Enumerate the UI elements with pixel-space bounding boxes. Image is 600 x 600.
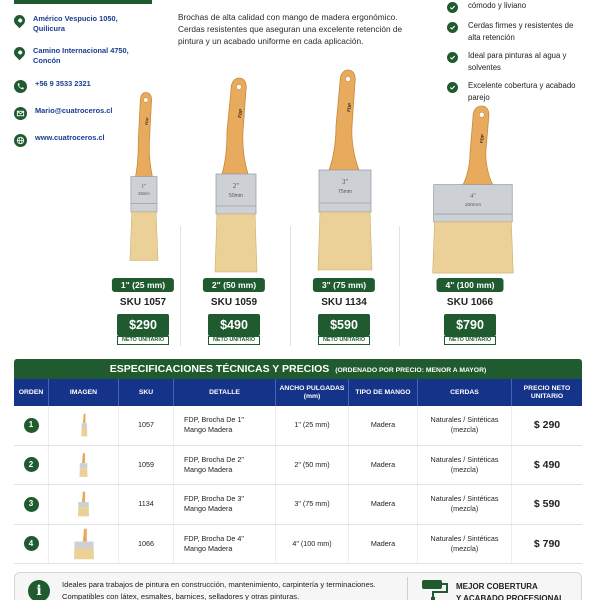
detail-cell: FDP, Brocha De 3" Mango Madera [184, 494, 244, 514]
location-pin-icon [12, 45, 28, 61]
table-row [14, 485, 582, 525]
column-header: IMAGEN [49, 379, 119, 406]
price-cell: $ 490 [533, 458, 561, 471]
address-line: Américo Vespucio 1050, [33, 14, 118, 23]
price-cell: $ 590 [533, 498, 561, 511]
svg-text:2": 2" [232, 182, 240, 190]
width-cell: 3" (75 mm) [276, 485, 349, 524]
svg-text:75mm: 75mm [338, 189, 352, 195]
address-city: Quilicura [33, 24, 66, 33]
brush-image [302, 68, 386, 273]
sku-label: SKU 1059 [210, 297, 258, 308]
divider [399, 226, 400, 346]
feature-text: Ideal para pinturas al agua y solventes [468, 51, 567, 72]
sku-cell: 1066 [119, 525, 174, 564]
column-header: DETALLE [174, 379, 276, 406]
brush-image [420, 104, 520, 276]
size-label: 1" (25 mm) [112, 278, 174, 292]
price-note: NETO UNITARIO [208, 336, 260, 345]
sku-label: SKU 1057 [119, 297, 167, 308]
column-header: TIPO DE MANGO [349, 379, 418, 406]
badge-line: MEJOR COBERTURA [456, 582, 538, 591]
order-badge: 4 [24, 536, 39, 551]
column-header: CERDAS [418, 379, 512, 406]
order-badge: 1 [24, 418, 39, 433]
bristle-cell: Naturales / Sintéticas (mezcla) [430, 415, 499, 435]
table-header [14, 379, 582, 406]
price-tag: $290 [117, 314, 169, 336]
svg-text:4": 4" [470, 192, 476, 200]
sku-cell: 1057 [119, 406, 174, 445]
specs-table [14, 359, 582, 564]
column-header: ORDEN [14, 379, 49, 406]
table-title-text: ESPECIFICACIONES TÉCNICAS Y PRECIOS [109, 363, 330, 375]
price-tag: $590 [318, 314, 370, 336]
divider [290, 226, 291, 346]
svg-text:25mm: 25mm [138, 191, 150, 197]
address-concon [14, 46, 164, 66]
column-header: PRECIO NETO UNITARIO [523, 384, 571, 400]
table-row [14, 446, 582, 486]
size-label: 4" (100 mm) [437, 278, 504, 292]
sku-label: SKU 1066 [446, 297, 494, 308]
brush-image [115, 84, 171, 269]
usage-text [62, 579, 402, 600]
email-link[interactable]: Mario@cuatroceros.cl [35, 106, 113, 115]
info-icon: i [28, 580, 50, 600]
feature-item [447, 20, 587, 43]
svg-text:FDP: FDP [346, 102, 353, 113]
feature-item [447, 0, 587, 13]
width-cell: 1" (25 mm) [276, 406, 349, 445]
handle-cell: Madera [349, 485, 418, 524]
detail-cell: FDP, Brocha De 2" Mango Madera [184, 454, 244, 474]
handle-cell: Madera [349, 525, 418, 564]
price-note: NETO UNITARIO [444, 336, 496, 345]
table-row [14, 525, 582, 565]
price-note: NETO UNITARIO [318, 336, 370, 345]
check-icon [447, 52, 458, 63]
product-card-2[interactable] [184, 66, 284, 356]
brush-thumbnail [78, 409, 90, 441]
check-icon [447, 2, 458, 13]
handle-cell: Madera [349, 406, 418, 445]
svg-text:50mm: 50mm [229, 193, 243, 199]
svg-text:1": 1" [141, 183, 147, 190]
feature-text: Cerdas firmes y resistentes de alta retención [468, 21, 574, 42]
divider [407, 577, 408, 600]
detail-cell: FDP, Brocha De 4" Mango Madera [184, 533, 244, 553]
bristle-cell: Naturales / Sintéticas (mezcla) [430, 494, 499, 514]
product-intro: Brochas de alta calidad con mango de madera ergonómico. Cerdas resistentes que aseguran una excelente retención de pintura y un acabado uniforme en cada aplicación. [178, 12, 403, 46]
price-note: NETO UNITARIO [117, 336, 169, 345]
brush-thumbnail [76, 449, 91, 481]
price-cell: $ 790 [533, 537, 561, 550]
svg-text:FDP: FDP [478, 133, 486, 144]
sku-label: SKU 1134 [321, 297, 367, 308]
order-badge: 3 [24, 497, 39, 512]
table-title [14, 359, 582, 379]
price-cell: $ 290 [533, 419, 561, 432]
column-header: SKU [119, 379, 174, 406]
svg-text:100mm: 100mm [464, 203, 482, 209]
price-tag: $490 [208, 314, 260, 336]
feature-text: Excelente cobertura y acabado parejo [468, 81, 576, 102]
sku-cell: 1059 [119, 446, 174, 485]
feature-text: cómodo y liviano [468, 1, 527, 10]
address-quilicura [14, 14, 164, 34]
brush-image [194, 76, 274, 276]
paint-roller-icon [419, 577, 455, 600]
product-card-1[interactable] [93, 66, 193, 356]
sku-cell: 1134 [119, 485, 174, 524]
brush-thumbnail [72, 528, 96, 560]
svg-text:FDP: FDP [144, 117, 150, 126]
product-card-3[interactable] [294, 66, 394, 356]
check-icon [447, 22, 458, 33]
column-header: ANCHO PULGADAS (mm) [276, 379, 349, 406]
address-line: Camino Internacional 4750, [33, 46, 129, 55]
svg-text:3": 3" [341, 178, 349, 186]
table-row [14, 406, 582, 446]
width-cell: 4" (100 mm) [276, 525, 349, 564]
handle-cell: Madera [349, 446, 418, 485]
width-cell: 2" (50 mm) [276, 446, 349, 485]
brush-thumbnail [75, 488, 92, 520]
price-tag: $790 [444, 314, 496, 336]
size-label: 3" (75 mm) [313, 278, 375, 292]
product-showcase [0, 66, 600, 356]
address-city: Concón [33, 56, 61, 65]
header-accent-bar [14, 0, 152, 4]
table-subtitle: (ORDENADO POR PRECIO: MENOR A MAYOR) [335, 367, 487, 374]
usage-info-box [14, 572, 582, 600]
phone-number[interactable]: +56 9 3533 2321 [35, 79, 91, 88]
size-label: 2" (50 mm) [203, 278, 265, 292]
location-pin-icon [12, 13, 28, 29]
website-link[interactable]: www.cuatroceros.cl [35, 133, 105, 142]
order-badge: 2 [24, 457, 39, 472]
detail-cell: FDP, Brocha De 1" Mango Madera [184, 415, 244, 435]
bristle-cell: Naturales / Sintéticas (mezcla) [430, 454, 499, 474]
badge-line: Y ACABADO PROFESIONAL [456, 593, 565, 600]
quality-badge [456, 581, 564, 600]
usage-line: Ideales para trabajos de pintura en construcción, mantenimiento, carpintería y terminaciones. [62, 580, 376, 589]
svg-text:FDP: FDP [237, 108, 244, 119]
bristle-cell: Naturales / Sintéticas (mezcla) [430, 533, 499, 553]
product-card-4[interactable] [405, 66, 535, 356]
usage-line: Compatibles con látex, esmaltes, barnices, selladores y otras pinturas. [62, 591, 300, 600]
